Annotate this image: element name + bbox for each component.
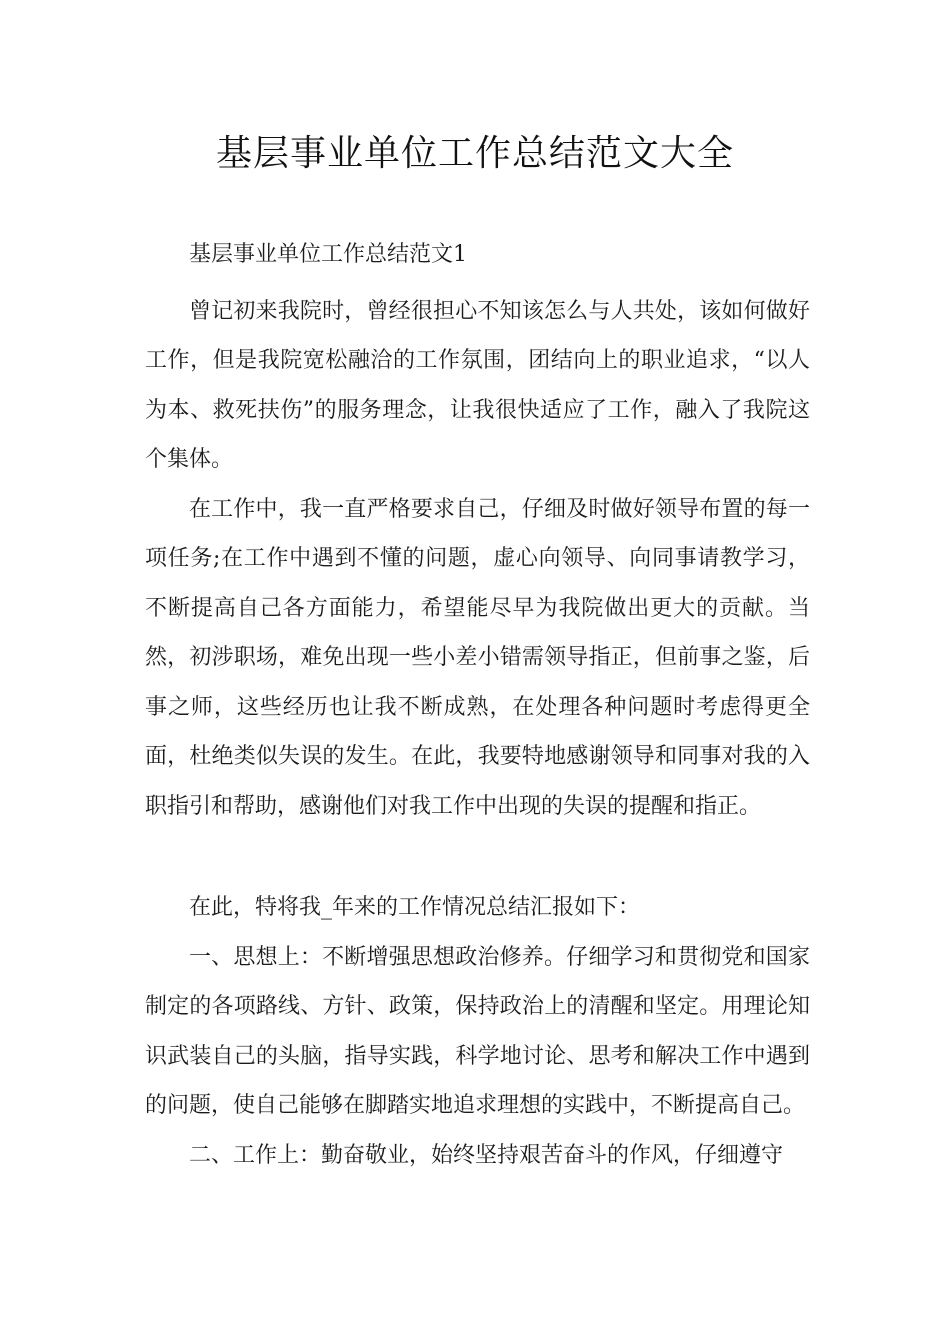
paragraph-spacer [145, 831, 810, 883]
section-paragraph: 二、工作上：勤奋敬业，始终坚持艰苦奋斗的作风，仔细遵守 [189, 1142, 784, 1168]
document-body [145, 230, 810, 1180]
paragraph: 在工作中，我一直严格要求自己，仔细及时做好领导布置的每一项任务;在工作中遇到不懂的问题，虚心向领导、向同事请教学习，不断提高自己各方面能力，希望能尽早为我院做出更大的贡献。当然，初涉职场，难免出现一些小差小错需领导指正，但前事之鉴，后事之师，这些经历也让我不断成熟，在处理各种问题时考虑得更全面，杜绝类似失误的发生。在此，我要特地感谢领导和同事对我的入职指引和帮助，感谢他们对我工作中出现的失误的提醒和指正。 [145, 496, 810, 819]
section-heading: 基层事业单位工作总结范文1 [189, 242, 467, 267]
section-paragraph: 一、思想上：不断增强思想政治修养。仔细学习和贯彻党和国家制定的各项路线、方针、政策，保持政治上的清醒和坚定。用理论知识武装自己的头脑，指导实践，科学地讨论、思考和解决工作中遇到的问题，使自己能够在脚踏实地追求理想的实践中，不断提高自己。 [145, 944, 810, 1118]
paragraph: 曾记初来我院时，曾经很担心不知该怎么与人共处，该如何做好工作，但是我院宽松融洽的工作氛围，团结向上的职业追求，“以人为本、救死扶伤”的服务理念，让我很快适应了工作，融入了我院这个集体。 [145, 298, 810, 472]
summary-intro: 在此，特将我_年来的工作情况总结汇报如下： [189, 895, 641, 920]
document-title: 基层事业单位工作总结范文大全 [215, 133, 734, 174]
